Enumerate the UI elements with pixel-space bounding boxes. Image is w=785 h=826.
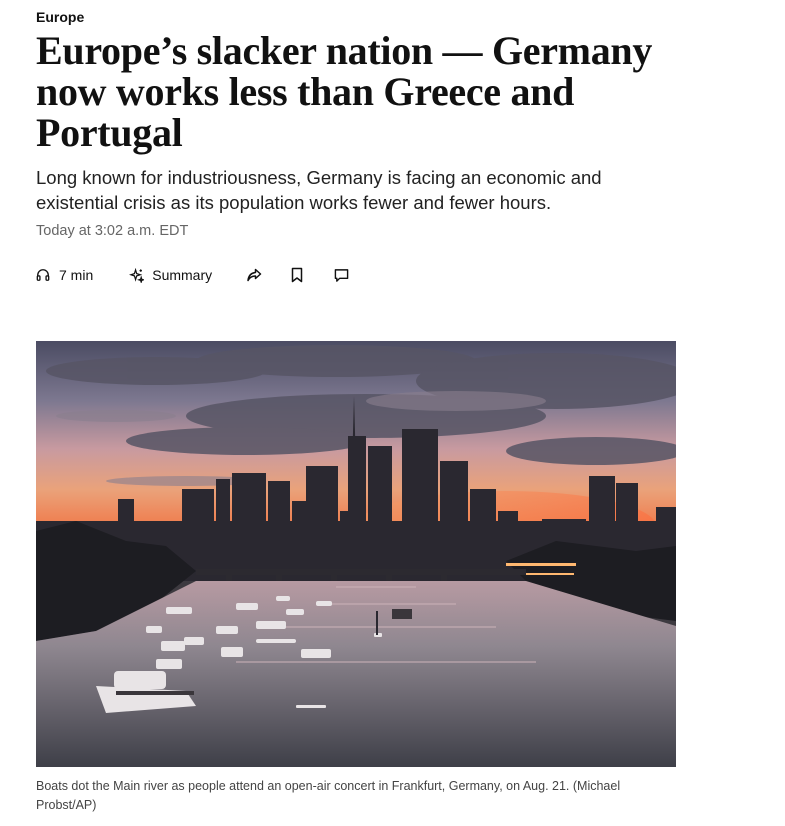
listen-duration: 7 min [59, 267, 94, 283]
comment-icon [334, 268, 349, 283]
lead-photo [36, 341, 676, 767]
listen-button[interactable] [36, 267, 93, 283]
summary-button[interactable] [129, 267, 212, 283]
section-label[interactable]: Europe [36, 9, 85, 25]
subheadline: Long known for industriousness, Germany is facing an economic and existential crisis as its population works fewer and fewer hours. [36, 167, 602, 213]
summary-label: Summary [152, 267, 213, 283]
bookmark-icon [290, 267, 304, 283]
sparkle-icon [129, 268, 144, 283]
timestamp: Today at 3:02 a.m. EDT [36, 223, 189, 239]
share-button[interactable] [246, 267, 262, 283]
save-button[interactable] [290, 267, 304, 283]
comments-button[interactable] [334, 268, 349, 283]
frankfurt-skyline-photo [36, 341, 676, 767]
headphones-icon [36, 268, 50, 282]
article-toolbar [36, 262, 349, 288]
share-icon [246, 267, 262, 283]
headline: Europe’s slacker nation — Germany now works less than Greece and Portugal [36, 28, 653, 155]
photo-caption: Boats dot the Main river as people attend an open-air concert in Frankfurt, Germany, on Aug. 21. (Michael Probst/AP) [36, 779, 621, 812]
